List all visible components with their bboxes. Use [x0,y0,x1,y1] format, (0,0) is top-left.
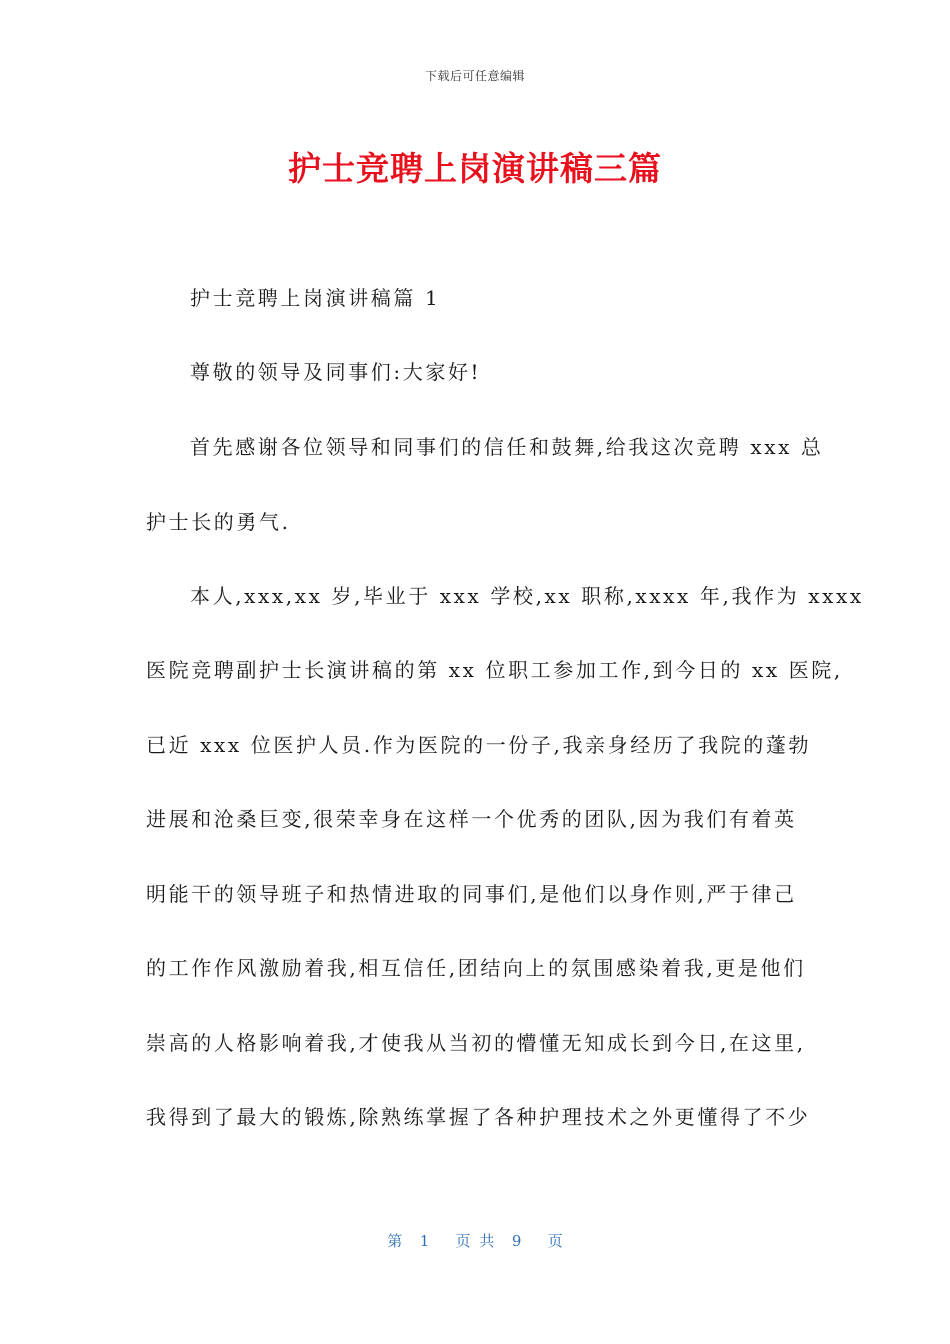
body-line: 本人,xxx,xx 岁,毕业于 xxx 学校,xx 职称,xxxx 年,我作为 xxxx [190,584,864,608]
section-heading: 护士竞聘上岗演讲稿篇 1 [190,286,441,310]
body-line: 明能干的领导班子和热情进取的同事们,是他们以身作则,严于律己 [146,882,797,906]
body-line: 我得到了最大的锻炼,除熟练掌握了各种护理技术之外更懂得了不少 [146,1105,811,1129]
salutation-line: 尊敬的领导及同事们:大家好! [190,360,482,384]
page-number-footer: 第 1 页 共 9 页 [387,1232,563,1250]
header-note: 下载后可任意编辑 [424,69,525,83]
body-line: 崇高的人格影响着我,才使我从当初的懵懂无知成长到今日,在这里, [146,1031,806,1055]
body-line: 的工作作风激励着我,相互信任,团结向上的氛围感染着我,更是他们 [146,956,806,980]
body-line: 已近 xxx 位医护人员.作为医院的一份子,我亲身经历了我院的蓬勃 [146,733,812,757]
body-line: 进展和沧桑巨变,很荣幸身在这样一个优秀的团队,因为我们有着英 [146,807,797,831]
body-line: 医院竞聘副护士长演讲稿的第 xx 位职工参加工作,到今日的 xx 医院, [146,658,843,682]
body-line: 护士长的勇气. [146,510,291,534]
document-title: 护士竞聘上岗演讲稿三篇 [288,149,662,188]
body-line: 首先感谢各位领导和同事们的信任和鼓舞,给我这次竞聘 xxx 总 [190,435,824,459]
